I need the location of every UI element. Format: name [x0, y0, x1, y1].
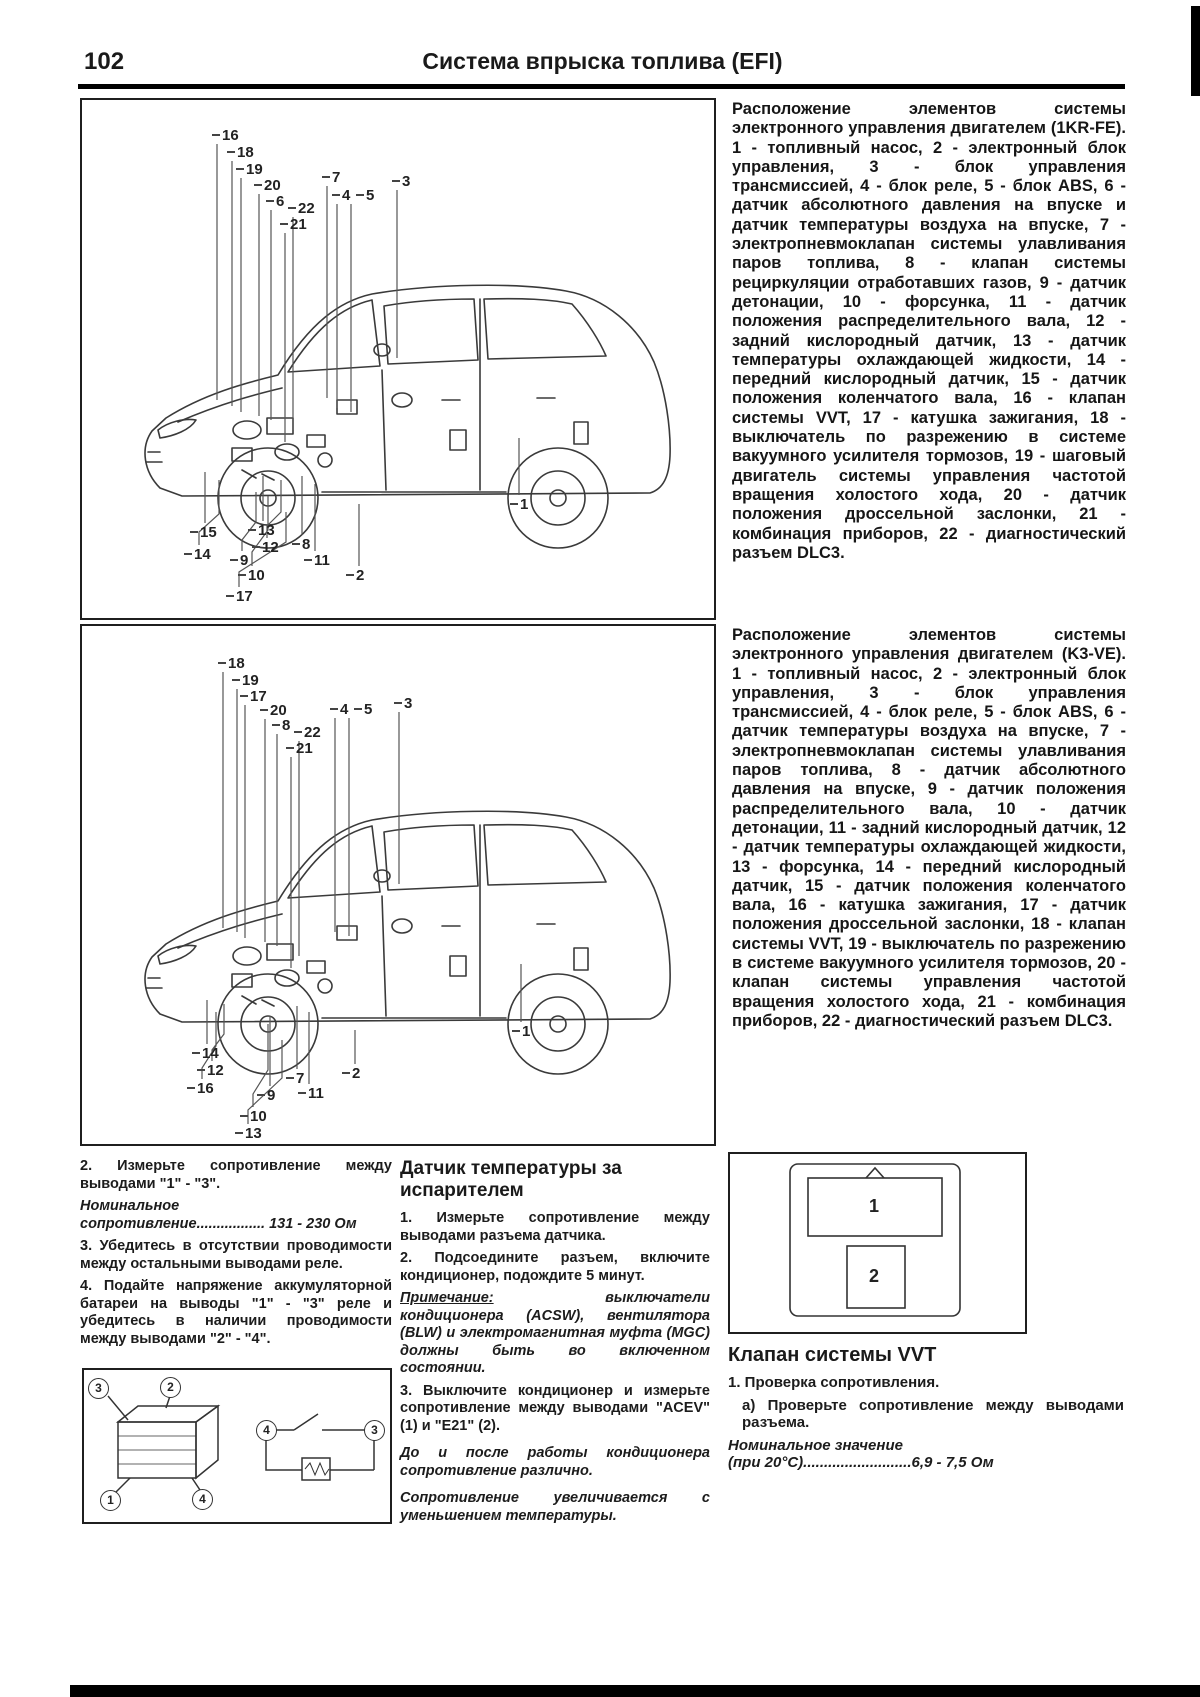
evaporator-step-2: 2. Подсоедините разъем, включите кондиционер, подождите 5 минут. [400, 1250, 710, 1284]
relay-pin: 1 [100, 1490, 121, 1511]
callout: 11 [304, 553, 330, 569]
paragraph-1kr-fe-legend: Расположение элементов системы электронного управления двигателем (1KR-FE). 1 - топливный насос, 2 - электронный блок управления, 3 - блок управления трансмиссией, 4 - блок реле, 5 - блок ABS, 6 - датчик абсолютного давления на впуске и датчик температуры воздуха на впуске, 7 - электропневмоклапан системы улавливания паров топлива, 8 - клапан системы рециркуляции отработавших газов, 9 - датчик детонации, 10 - форсунка, 11 - датчик положения распределительного вала, 12 - задний кислородный датчик, 13 - датчик температуры охлаждающей жидкости, 14 - передний кислородный датчик, 15 - датчик положения коленчатого вала, 16 - клапан системы VVT, 17 - катушка зажигания, 18 - выключатель по разрежению в системе вакуумного усилителя тормозов, 19 - шаговый двигатель системы управления частотой вращения холостого хода, 20 - датчик положения дроссельной заслонки, 21 - комбинация приборов, 22 - диагностический разъем DLC3. [732, 100, 1126, 562]
evaporator-step-1: 1. Измерьте сопротивление между выводами разъема датчика. [400, 1210, 710, 1244]
callout: 19 [232, 673, 259, 689]
callout: 22 [288, 201, 315, 217]
paragraph-k3-ve-legend: Расположение элементов системы электронного управления двигателем (K3-VE). 1 - топливный насос, 2 - электронный блок управления, 3 - блок управления трансмиссией, 4 - блок реле, 5 - блок ABS, 6 - датчик температуры воздуха на впуске, 7 - электропневмоклапан системы улавливания паров топлива, 8 - датчик абсолютного давления на впуске, 9 - датчик положения распределительного вала, 10 - датчик детонации, 11 - задний кислородный датчик, 12 - датчик температуры охлаждающей жидкости, 13 - форсунка, 14 - передний кислородный датчик, 15 - датчик положения коленчатого вала, 16 - катушка зажигания, 17 - датчик положения дроссельной заслонки, 18 - клапан системы VVT, 19 - выключатель по разрежению в системе вакуумного усилителя тормозов, 20 - клапан системы управления частотой вращения холостого хода, 21 - комбинация приборов, 22 - диагностический разъем DLC3. [732, 626, 1126, 1030]
callout: 9 [230, 553, 248, 569]
vvt-valve-column [728, 1344, 1124, 1477]
callout: 5 [354, 702, 372, 718]
evaporator-heading: Датчик температуры за испарителем [400, 1158, 622, 1201]
callout: 6 [266, 194, 284, 210]
callout: 10 [240, 1109, 267, 1125]
vvt-nominal-value: (при 20°C)..........................6,9 - 7,5 Ом [728, 1454, 994, 1471]
vvt-terminal-label: 1 [869, 1196, 880, 1216]
callout: 15 [190, 525, 217, 541]
callout: 2 [342, 1066, 360, 1082]
callout: 12 [197, 1063, 224, 1079]
callout: 3 [392, 174, 410, 190]
evaporator-note [400, 1290, 710, 1378]
vvt-nominal-label: Номинальное значение [728, 1436, 903, 1454]
callout: 18 [218, 656, 245, 672]
note-label: Примечание: [400, 1290, 494, 1306]
callout: 13 [235, 1126, 262, 1142]
evaporator-step-3: 3. Выключите кондиционер и измерьте сопротивление между выводами "ACEV" (1) и "E21" (2). [400, 1382, 710, 1434]
relay-nominal-label: Номинальное [80, 1198, 180, 1214]
callout: 12 [252, 540, 279, 556]
callout: 17 [240, 689, 267, 705]
vvt-heading: Клапан системы VVT [728, 1344, 937, 1366]
callout: 9 [257, 1088, 275, 1104]
scan-edge-top-right [1191, 6, 1200, 96]
engine-diagram-k3-ve [80, 624, 716, 1146]
vvt-terminal-label: 2 [869, 1266, 880, 1286]
callout: 5 [356, 188, 374, 204]
callout: 2 [346, 568, 364, 584]
callout: 20 [260, 703, 287, 719]
relay-step-3: 3. Убедитесь в отсутствии проводимости между остальными выводами реле. [80, 1238, 392, 1272]
relay-check-column [80, 1158, 392, 1353]
relay-figure [82, 1368, 392, 1524]
callout: 22 [294, 725, 321, 741]
callout: 1 [512, 1024, 530, 1040]
header-rule [78, 84, 1125, 89]
callout: 14 [184, 547, 211, 563]
evaporator-italic-1: До и после работы кондиционера сопротивление различно. [400, 1445, 710, 1479]
relay-step-2: 2. Измерьте сопротивление между выводами "1" - "3". [80, 1158, 392, 1192]
callout: 1 [510, 497, 528, 513]
evaporator-sensor-column [400, 1158, 710, 1530]
callout: 13 [248, 523, 275, 539]
callout: 17 [226, 589, 253, 605]
callout: 19 [236, 162, 263, 178]
relay-pin: 3 [88, 1378, 109, 1399]
callout: 21 [286, 741, 313, 757]
scan-edge-bottom [70, 1685, 1200, 1697]
relay-pin: 2 [160, 1377, 181, 1398]
evaporator-italic-2: Сопротивление увеличивается с уменьшением температуры. [400, 1490, 710, 1524]
callout: 18 [227, 145, 254, 161]
relay-drawing [84, 1370, 386, 1518]
relay-schematic-pin: 4 [256, 1420, 277, 1441]
page-number: 102 [84, 48, 125, 75]
vvt-connector-drawing [730, 1154, 1021, 1328]
relay-nominal-value: сопротивление................. 131 - 230 Ом [80, 1215, 357, 1232]
callout: 3 [394, 696, 412, 712]
relay-schematic-pin: 3 [364, 1420, 385, 1441]
callout: 4 [330, 702, 348, 718]
vvt-connector-figure [728, 1152, 1027, 1334]
callout: 8 [272, 718, 290, 734]
callout: 16 [187, 1081, 214, 1097]
callout: 16 [212, 128, 239, 144]
callout: 10 [238, 568, 265, 584]
callout: 21 [280, 217, 307, 233]
relay-step-4: 4. Подайте напряжение аккумуляторной батареи на выводы "1" - "3" реле и убедитесь в наличии проводимости между выводами "2" - "4". [80, 1278, 392, 1347]
engine-diagram-1kr-fe [80, 98, 716, 620]
page-title: Система впрыска топлива (EFI) [422, 48, 783, 74]
relay-pin: 4 [192, 1489, 213, 1510]
callout: 20 [254, 178, 281, 194]
vvt-step-1: 1. Проверка сопротивления. [728, 1374, 940, 1391]
callout: 7 [322, 170, 340, 186]
callout: 11 [298, 1086, 324, 1102]
callout: 8 [292, 537, 310, 553]
vvt-step-a: а) Проверьте сопротивление между выводами разъема. [742, 1396, 1124, 1431]
callout: 14 [192, 1046, 219, 1062]
callout: 7 [286, 1071, 304, 1087]
note-text: выключатели кондиционера (ACSW), вентилятора (BLW) и электромагнитная муфта (MGC) должны быть во включенном состоянии. [400, 1290, 710, 1376]
callout: 4 [332, 188, 350, 204]
